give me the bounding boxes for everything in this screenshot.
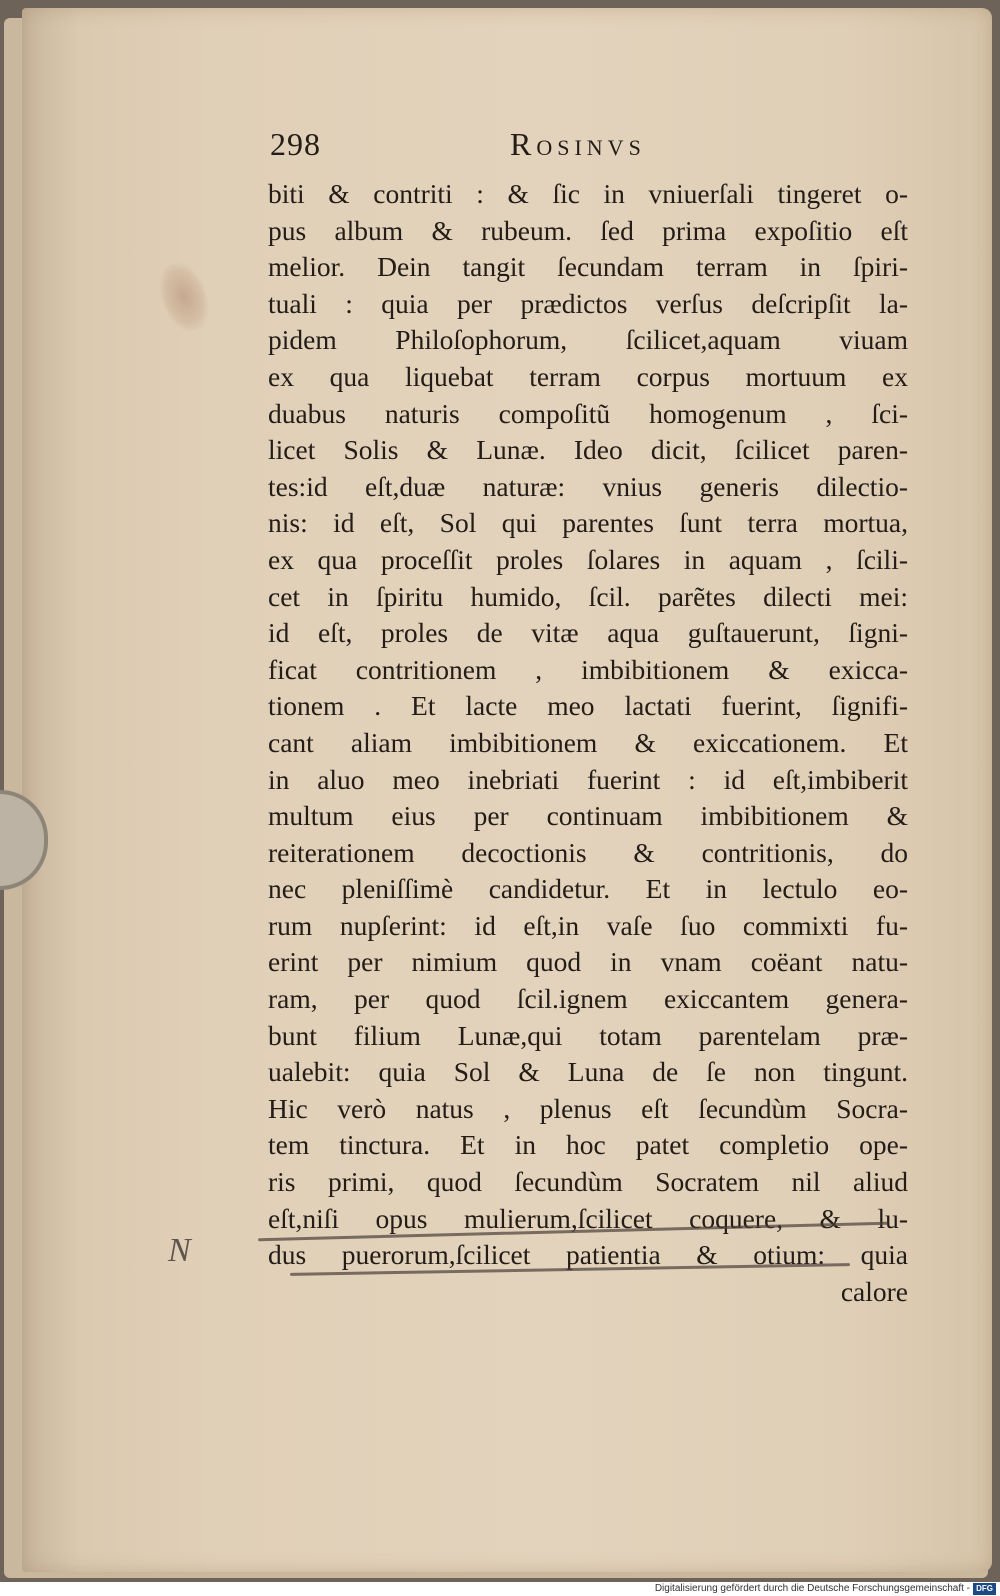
text-line: biti & contriti : & ſic in vniuerſali tingeret o- <box>268 178 908 209</box>
text-line: cant aliam imbibitionem & exiccationem. Et <box>268 726 908 758</box>
text-line: ficat contritionem , imbibitionem & exicca- <box>268 653 908 685</box>
text-line: nis: id eſt, Sol qui parentes ſunt terra mortua, <box>268 507 908 539</box>
text-line: tes:id eſt,duæ naturæ: vnius generis dilectio- <box>268 470 908 502</box>
catchword: calore <box>840 1275 908 1307</box>
text-line: ram, per quod ſcil.ignem exiccantem genera- <box>268 983 908 1015</box>
text-line: licet Solis & Lunæ. Ideo dicit, ſcilicet paren- <box>268 434 908 466</box>
text-line: multum eius per continuam imbibitionem & <box>268 800 908 832</box>
text-line: Hic verò natus , plenus eſt ſecundùm Socra- <box>268 1092 908 1124</box>
text-line: reiterationem decoctionis & contritionis, do <box>268 836 908 868</box>
text-line: ex qua liquebat terram corpus mortuum ex <box>268 360 908 392</box>
body-text <box>268 176 908 1310</box>
page-number: 298 <box>270 126 321 162</box>
text-line: duabus naturis compoſitũ homogenum , ſci- <box>268 397 908 429</box>
text-line: bunt filium Lunæ,qui totam parentelam præ- <box>268 1019 908 1051</box>
digitization-footer <box>0 1582 1000 1596</box>
dfg-logo-badge: DFG <box>973 1583 996 1595</box>
text-line: ualebit: quia Sol & Luna de ſe non tingunt. <box>268 1056 908 1088</box>
text-line: pus album & rubeum. ſed prima expoſitio eſt <box>268 214 908 246</box>
text-line: rum nupſerint: id eſt,in vaſe ſuo commixti fu- <box>268 909 908 941</box>
text-line: ris primi, quod ſecundùm Socratem nil aliud <box>268 1166 908 1198</box>
text-line: dus puerorum,ſcilicet patientia & otium: quia <box>268 1239 908 1271</box>
text-line: melior. Dein tangit ſecundam terram in ſpiri- <box>268 251 908 283</box>
funding-credit: Digitalisierung gefördert durch die Deutsche Forschungsgemeinschaft - <box>654 1583 970 1594</box>
text-line: id eſt, proles de vitæ aqua guſtauerunt, ſigni- <box>268 617 908 649</box>
margin-note: N <box>168 1232 191 1269</box>
text-line: tem tinctura. Et in hoc patet completio ope- <box>268 1129 908 1161</box>
text-line: nec pleniſſimè candidetur. Et in lectulo eo- <box>268 873 908 905</box>
text-line: in aluo meo inebriati fuerint : id eſt,imbiberit <box>268 763 908 795</box>
running-title: Rosinvs <box>510 126 646 162</box>
text-line: erint per nimium quod in vnam coëant natu- <box>268 946 908 978</box>
page-header <box>270 126 910 170</box>
text-line: pidem Philoſophorum, ſcilicet,aquam viuam <box>268 324 908 356</box>
text-line: ex qua proceſſit proles ſolares in aquam , ſcili- <box>268 543 908 575</box>
text-line: tuali : quia per prædictos verſus deſcripſit la- <box>268 287 908 319</box>
text-line: tionem . Et lacte meo lactati fuerint, ſignifi- <box>268 690 908 722</box>
text-line: cet in ſpiritu humido, ſcil. parẽtes dilecti mei: <box>268 580 908 612</box>
text-line: eſt,niſi opus mulierum,ſcilicet coquere, & lu- <box>268 1202 908 1234</box>
